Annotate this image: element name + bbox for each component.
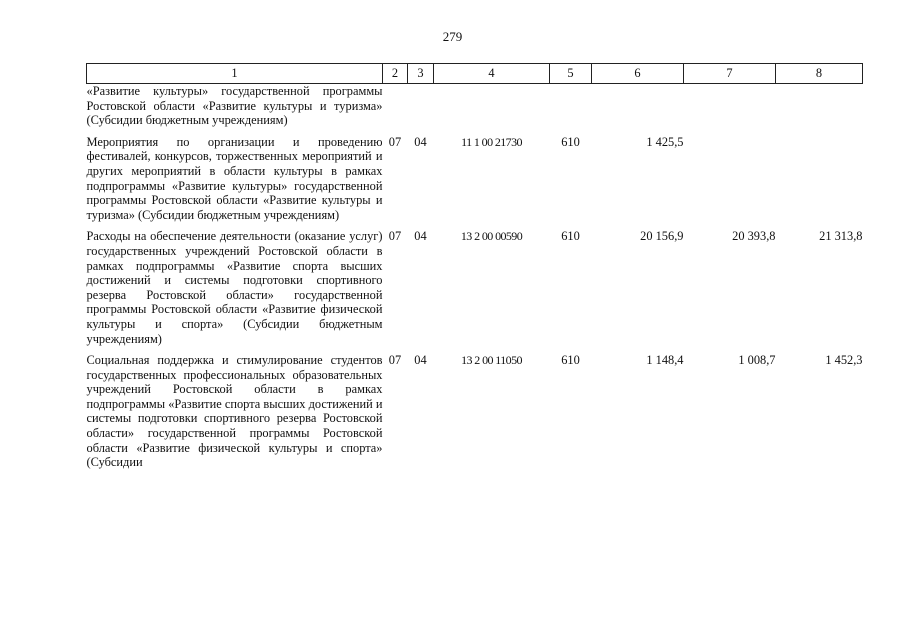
table-row	[87, 229, 863, 353]
page-number: 279	[442, 29, 463, 44]
header-col-5: 5	[550, 64, 592, 84]
row-amount-year-3: 1 452,3	[825, 353, 863, 368]
header-col-8: 8	[776, 64, 863, 84]
row-expense-type	[550, 84, 592, 135]
row-expense-type: 610	[561, 353, 580, 368]
table-row	[87, 135, 863, 230]
row-target-article	[434, 84, 550, 135]
row-expense-type: 610	[561, 229, 580, 244]
row-amount-year-2: 1 008,7	[738, 353, 776, 368]
header-col-4: 4	[434, 64, 550, 84]
row-subsection: 04	[414, 229, 427, 244]
row-amount-year-1	[592, 84, 684, 135]
row-target-article: 11 1 00 21730	[461, 134, 522, 149]
row-amount-year-1: 1 148,4	[646, 353, 684, 368]
table-row	[87, 353, 863, 470]
row-description: Социальная поддержка и стимулирование студентов государственных профессиональных образовательных учреждений Ростовской области в рамках подпрограммы «Развитие спорта высших достижений и системы подготовки спортивного резерва Ростовской области» государственной программы Ростовской области «Развитие физической культуры и спорта» (Субсидии	[86, 353, 383, 470]
row-section: 07	[388, 229, 402, 244]
row-amount-year-2	[684, 84, 776, 135]
row-target-article: 13 2 00 00590	[460, 229, 523, 244]
header-col-7: 7	[684, 64, 776, 84]
header-col-6: 6	[592, 64, 684, 84]
row-target-article: 13 2 00 11050	[461, 353, 522, 368]
header-col-3: 3	[408, 64, 434, 84]
row-subsection	[408, 84, 434, 135]
row-expense-type: 610	[561, 134, 580, 149]
row-amount-year-1: 20 156,9	[640, 229, 684, 244]
row-section: 07	[388, 353, 402, 368]
row-subsection: 04	[414, 353, 427, 368]
table-row	[87, 84, 863, 135]
row-amount-year-2	[684, 135, 776, 230]
row-description: «Развитие культуры» государственной программы Ростовской области «Развитие культуры и туризма» (Субсидии бюджетным учреждениям)	[86, 84, 383, 128]
row-amount-year-2: 20 393,8	[732, 229, 776, 244]
row-section: 07	[388, 134, 402, 149]
row-amount-year-3	[776, 84, 863, 135]
row-section	[383, 84, 408, 135]
row-description: Расходы на обеспечение деятельности (оказание услуг) государственных учреждений Ростовской области в рамках подпрограммы «Развитие спорта высших достижений и системы подготовки спортивного резерва Ростовской области» государственной программы Ростовской области «Развитие физической культуры и спорта» (Субсидии бюджетным учреждениям)	[86, 229, 383, 346]
row-amount-year-1: 1 425,5	[646, 134, 684, 149]
row-amount-year-3: 21 313,8	[819, 229, 863, 244]
row-description: Мероприятия по организации и проведению фестивалей, конкурсов, торжественных мероприятий и других мероприятий в области культуры в рамках подпрограммы «Развитие культуры» государственной программы Ростовской области «Развитие культуры и туризма» (Субсидии бюджетным учреждениям)	[86, 134, 383, 222]
header-col-2: 2	[383, 64, 408, 84]
row-amount-year-3	[776, 135, 863, 230]
table-header-row	[87, 64, 863, 84]
budget-table	[86, 63, 863, 470]
row-subsection: 04	[414, 134, 427, 149]
header-col-1: 1	[87, 64, 383, 84]
